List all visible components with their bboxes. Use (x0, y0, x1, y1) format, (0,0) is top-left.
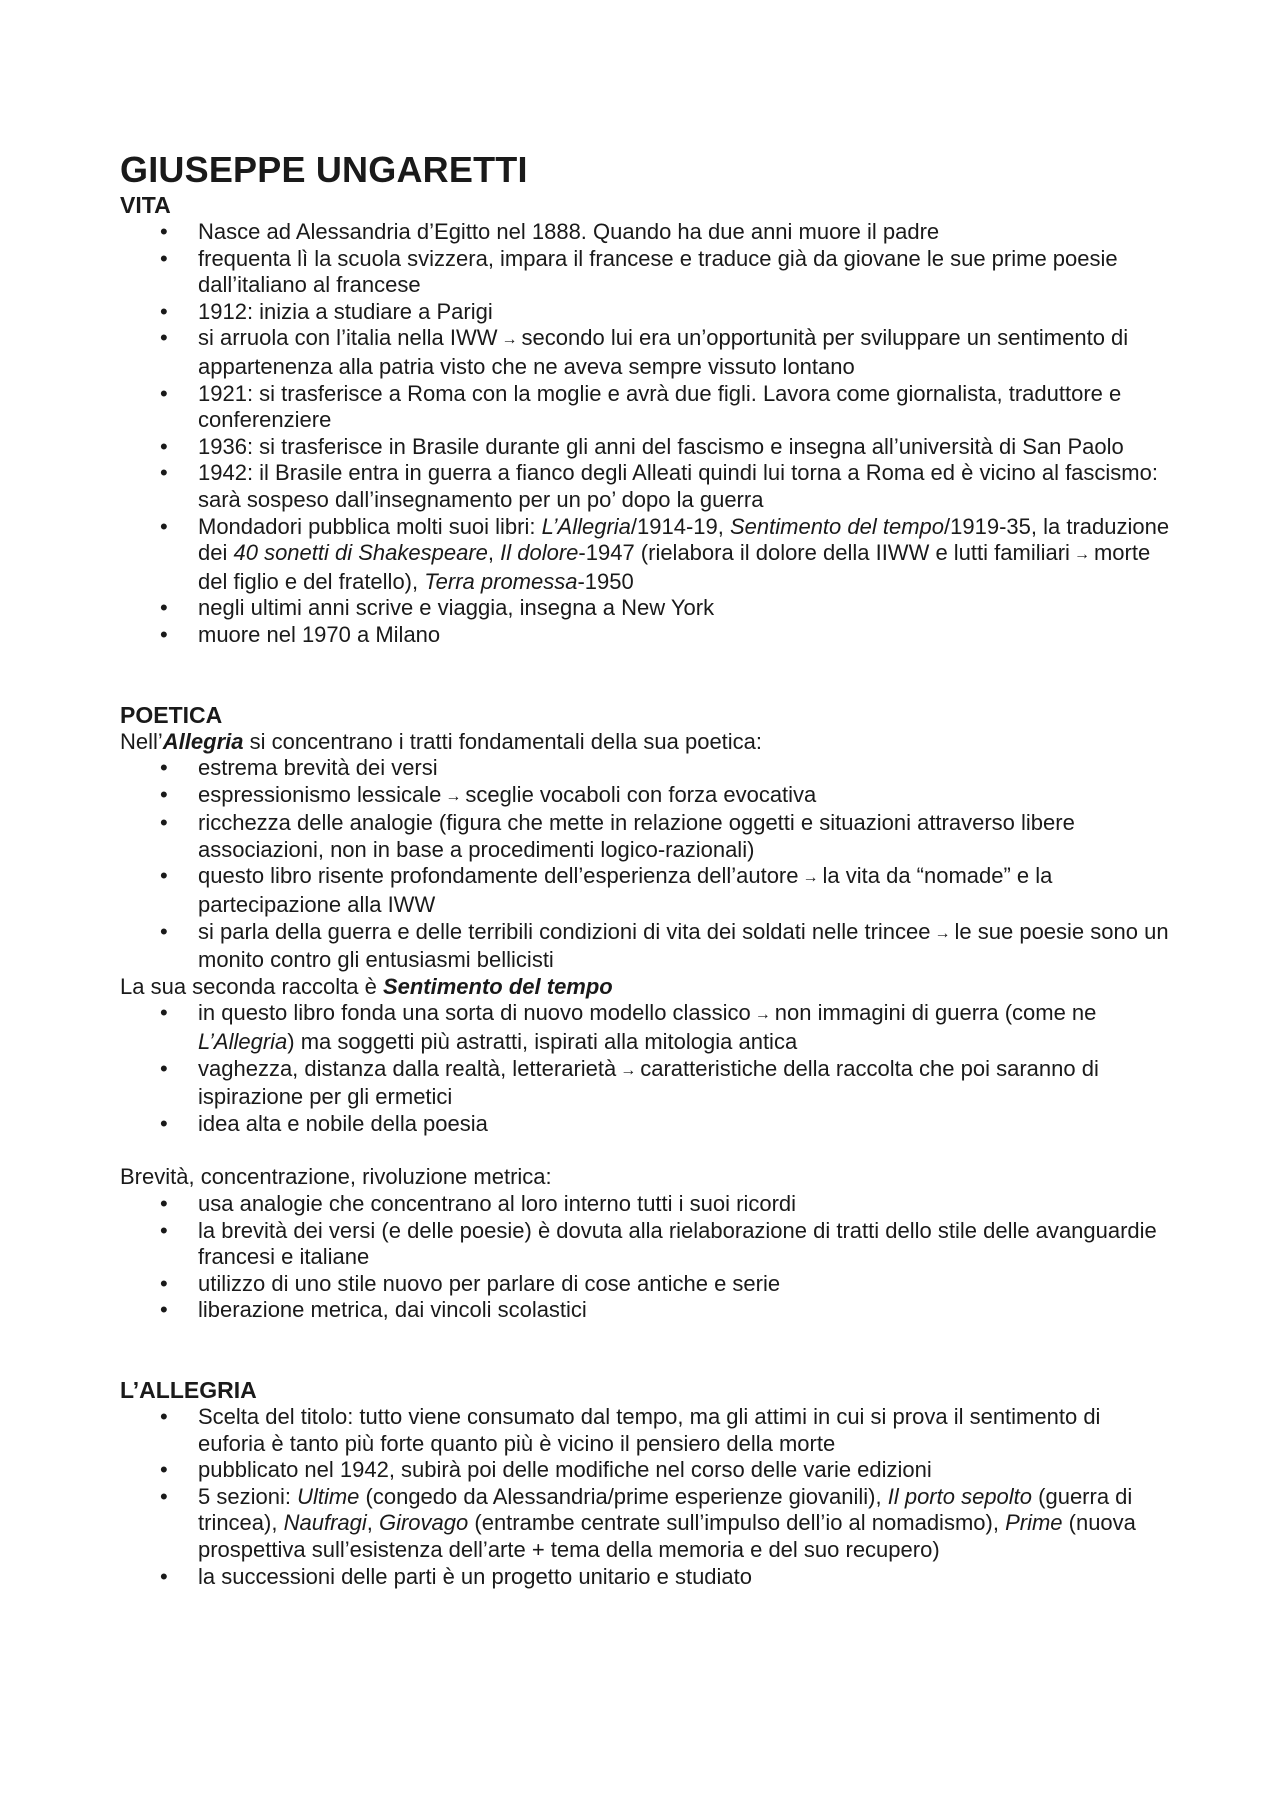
list-item: • 1942: il Brasile entra in guerra a fianco degli Alleati quindi lui torna a Roma ed è vicino al fascismo: sarà sospeso dall’insegnamento per un po’ dopo la guerra (120, 460, 1170, 513)
list-item: • Nasce ad Alessandria d’Egitto nel 1888. Quando ha due anni muore il padre (120, 219, 1170, 246)
section-heading-allegria: L’ALLEGRIA (120, 1376, 257, 1403)
book-title: 40 sonetti di Shakespeare (233, 540, 488, 566)
item-text: (guerra di trincea), (198, 1483, 1133, 1536)
poetica-second (120, 974, 1170, 1001)
right-arrow-icon: → (754, 1006, 771, 1024)
poetica-intro (120, 729, 1170, 756)
right-arrow-icon: → (501, 331, 518, 349)
list-item: • la successioni delle parti è un progetto unitario e studiato (120, 1564, 1170, 1591)
list-item (120, 919, 1170, 974)
item-text: (congedo da Alessandria/prime esperienze giovanili), (359, 1483, 888, 1509)
item-text: sceglie vocaboli con forza evocativa (465, 781, 817, 807)
section-title: Ultime (297, 1483, 360, 1509)
vita-list (120, 219, 1170, 649)
spacer (120, 1137, 1170, 1164)
item-text: si arruola con l’italia nella IWW (198, 325, 498, 351)
item-text: , (487, 540, 501, 566)
list-item (120, 1484, 1170, 1564)
item-text: caratteristiche della raccolta che poi saranno di ispirazione per gli ermetici (198, 1055, 1099, 1110)
list-item (120, 863, 1170, 918)
section-heading-vita: VITA (120, 192, 171, 218)
item-text: si parla della guerra e delle terribili condizioni di vita dei soldati nelle trincee (198, 918, 931, 944)
right-arrow-icon: → (1073, 546, 1090, 564)
list-item (120, 1000, 1170, 1055)
para-text: La sua seconda raccolta è (120, 973, 383, 999)
book-title: L’Allegria (541, 513, 631, 539)
book-title: Terra promessa (424, 568, 578, 594)
spacer (120, 1324, 1170, 1377)
item-text: Mondadori pubblica molti suoi libri: (198, 513, 542, 539)
item-text: questo libro risente profondamente dell’esperienza dell’autore (198, 863, 799, 889)
spacer (120, 649, 1170, 702)
item-text: -1947 (rielabora il dolore della IIWW e lutti familiari (578, 540, 1070, 566)
list-item: • ricchezza delle analogie (figura che mette in relazione oggetti e situazioni attraverso libere associazioni, non in base a procedimenti logico-razionali) (120, 810, 1170, 863)
document-page (120, 150, 1170, 1590)
section-title: Il porto sepolto (887, 1483, 1033, 1509)
right-arrow-icon: → (620, 1061, 637, 1079)
item-text: (nuova prospettiva sull’esistenza dell’arte + tema della memoria e del suo recupero) (198, 1510, 1136, 1562)
item-text: la vita da “nomade” e la partecipazione alla IWW (198, 863, 1053, 918)
list-item (120, 514, 1170, 596)
list-item: • Scelta del titolo: tutto viene consumato dal tempo, ma gli attimi in cui si prova il sentimento di euforia è tanto più forte quanto più è vicino il pensiero della morte (120, 1404, 1170, 1457)
book-title: Allegria (162, 728, 244, 754)
item-text: /1919-35, la traduzione dei (198, 513, 1170, 566)
right-arrow-icon: → (802, 869, 819, 887)
book-title: L’Allegria (198, 1029, 288, 1055)
item-text: non immagini di guerra (come ne (774, 1000, 1097, 1026)
poetica-list-3 (120, 1191, 1170, 1324)
item-text: in questo libro fonda una sorta di nuovo modello classico (198, 1000, 751, 1026)
list-item: • muore nel 1970 a Milano (120, 622, 1170, 649)
list-item: • negli ultimi anni scrive e viaggia, insegna a New York (120, 595, 1170, 622)
list-item: • 1921: si trasferisce a Roma con la moglie e avrà due figli. Lavora come giornalista, traduttore e conferenziere (120, 381, 1170, 434)
item-text: vaghezza, distanza dalla realtà, letterarietà (198, 1055, 617, 1081)
list-item: • 1936: si trasferisce in Brasile durante gli anni del fascismo e insegna all’università di San Paolo (120, 434, 1170, 461)
page-title: GIUSEPPE UNGARETTI (120, 149, 528, 190)
list-item: • liberazione metrica, dai vincoli scolastici (120, 1297, 1170, 1324)
list-item (120, 782, 1170, 811)
poetica-third: Brevità, concentrazione, rivoluzione metrica: (120, 1164, 552, 1190)
list-item: • usa analogie che concentrano al loro interno tutti i suoi ricordi (120, 1191, 1170, 1218)
para-text: si concentrano i tratti fondamentali della sua poetica: (243, 728, 763, 754)
list-item: • utilizzo di uno stile nuovo per parlare di cose antiche e serie (120, 1271, 1170, 1298)
section-title: Prime (1005, 1510, 1063, 1536)
list-item: • la brevità dei versi (e delle poesie) è dovuta alla rielaborazione di tratti dello stile delle avanguardie francesi e italiane (120, 1218, 1170, 1271)
book-title: Sentimento del tempo (382, 973, 613, 999)
list-item (120, 1056, 1170, 1111)
item-text: 5 sezioni: (198, 1483, 298, 1509)
book-title: Sentimento del tempo (729, 513, 945, 539)
book-title: Il dolore (500, 540, 579, 566)
list-item: • pubblicato nel 1942, subirà poi delle modifiche nel corso delle varie edizioni (120, 1457, 1170, 1484)
list-item: • idea alta e nobile della poesia (120, 1111, 1170, 1138)
para-text: Nell’ (120, 728, 163, 754)
section-heading-poetica: POETICA (120, 701, 223, 728)
section-title: Girovago (378, 1510, 469, 1536)
poetica-list (120, 755, 1170, 974)
item-text: -1950 (577, 568, 634, 594)
list-item (120, 325, 1170, 380)
list-item: • estrema brevità dei versi (120, 755, 1170, 782)
item-text: le sue poesie sono un monito contro gli entusiasmi bellicisti (198, 918, 1169, 973)
list-item: • frequenta lì la scuola svizzera, impara il francese e traduce già da giovane le sue prime poesie dall’italiano al francese (120, 246, 1170, 299)
list-item: • 1912: inizia a studiare a Parigi (120, 299, 1170, 326)
item-text: /1914-19, (630, 513, 730, 539)
item-text: , (366, 1510, 379, 1536)
item-text: espressionismo lessicale (198, 781, 442, 807)
item-text: morte del figlio e del fratello), (198, 540, 1151, 594)
item-text: (entrambe centrate sull’impulso dell’io al nomadismo), (468, 1510, 1006, 1536)
right-arrow-icon: → (934, 924, 951, 942)
section-title: Naufragi (283, 1510, 367, 1536)
item-text: ) ma soggetti più astratti, ispirati alla mitologia antica (287, 1029, 798, 1055)
allegria-list (120, 1404, 1170, 1590)
right-arrow-icon: → (445, 787, 462, 805)
item-text: secondo lui era un’opportunità per sviluppare un sentimento di appartenenza alla patria visto che ne aveva sempre vissuto lontano (198, 325, 1129, 379)
poetica-list-2 (120, 1000, 1170, 1137)
